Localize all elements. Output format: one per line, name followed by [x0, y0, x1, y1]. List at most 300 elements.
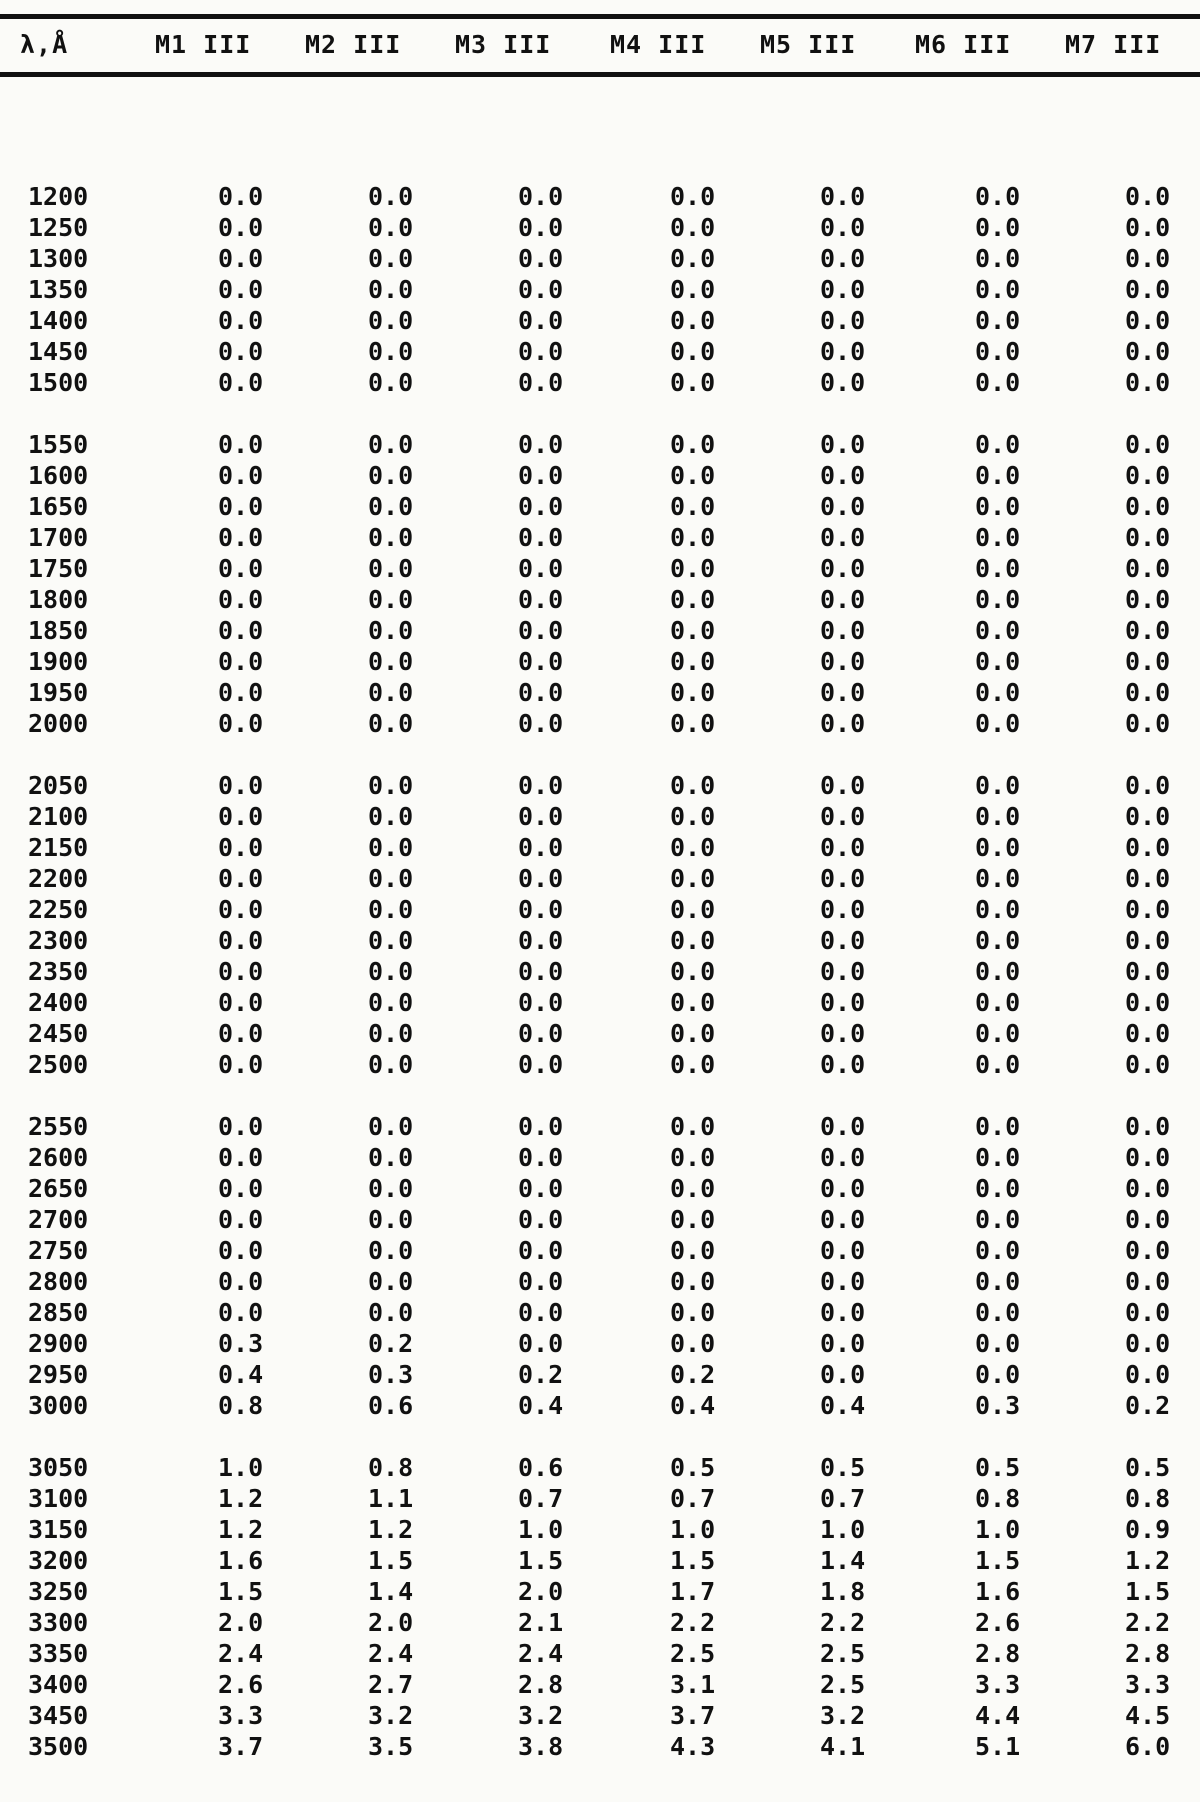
value-cell: 0.0: [975, 585, 1021, 614]
value-cell: 0.0: [670, 957, 716, 986]
value-cell: 0.6: [368, 1391, 414, 1420]
value-cell: 0.0: [1125, 678, 1171, 707]
value-cell: 0.0: [670, 213, 716, 242]
value-cell: 1.2: [1125, 1546, 1171, 1575]
value-cell: 0.7: [518, 1484, 564, 1513]
value-cell: 0.8: [218, 1391, 264, 1420]
value-cell: 0.0: [518, 1298, 564, 1327]
value-cell: 0.0: [975, 554, 1021, 583]
table-row-group: [0, 182, 1200, 399]
value-cell: 0.2: [1125, 1391, 1171, 1420]
value-cell: 0.0: [820, 554, 866, 583]
value-cell: 0.0: [1125, 1112, 1171, 1141]
table-row: [0, 616, 1200, 647]
value-cell: 0.0: [820, 337, 866, 366]
value-cell: 0.0: [1125, 1174, 1171, 1203]
value-cell: 2.1: [518, 1608, 564, 1637]
value-cell: 0.0: [670, 275, 716, 304]
wavelength-cell: 2800: [28, 1267, 89, 1296]
value-cell: 0.0: [368, 1267, 414, 1296]
wavelength-cell: 1300: [28, 244, 89, 273]
value-cell: 0.0: [820, 492, 866, 521]
table-row: [0, 337, 1200, 368]
value-cell: 0.0: [670, 1019, 716, 1048]
value-cell: 0.0: [1125, 213, 1171, 242]
wavelength-cell: 3100: [28, 1484, 89, 1513]
value-cell: 2.8: [1125, 1639, 1171, 1668]
value-cell: 0.0: [218, 895, 264, 924]
value-cell: 0.0: [368, 554, 414, 583]
table-row: [0, 802, 1200, 833]
header-m6: M6 III: [915, 30, 1012, 59]
value-cell: 0.0: [670, 554, 716, 583]
value-cell: 0.0: [218, 833, 264, 862]
value-cell: 0.0: [368, 647, 414, 676]
value-cell: 0.0: [518, 554, 564, 583]
wavelength-cell: 2500: [28, 1050, 89, 1079]
value-cell: 3.2: [518, 1701, 564, 1730]
value-cell: 0.0: [975, 926, 1021, 955]
value-cell: 0.0: [670, 1174, 716, 1203]
value-cell: 2.6: [218, 1670, 264, 1699]
value-cell: 0.0: [820, 1019, 866, 1048]
table-row: [0, 1546, 1200, 1577]
wavelength-cell: 1650: [28, 492, 89, 521]
value-cell: 0.0: [218, 1205, 264, 1234]
value-cell: 0.4: [518, 1391, 564, 1420]
table-row: [0, 1236, 1200, 1267]
value-cell: 0.0: [218, 864, 264, 893]
value-cell: 0.0: [1125, 585, 1171, 614]
value-cell: 0.0: [1125, 1298, 1171, 1327]
wavelength-cell: 3000: [28, 1391, 89, 1420]
value-cell: 1.6: [218, 1546, 264, 1575]
value-cell: 0.0: [1125, 182, 1171, 211]
value-cell: 0.0: [975, 895, 1021, 924]
value-cell: 0.0: [975, 182, 1021, 211]
value-cell: 0.0: [218, 957, 264, 986]
wavelength-cell: 3400: [28, 1670, 89, 1699]
value-cell: 0.0: [1125, 988, 1171, 1017]
table-row: [0, 1670, 1200, 1701]
value-cell: 0.0: [1125, 1329, 1171, 1358]
value-cell: 3.2: [820, 1701, 866, 1730]
value-cell: 0.0: [670, 647, 716, 676]
wavelength-cell: 1900: [28, 647, 89, 676]
value-cell: 0.0: [975, 647, 1021, 676]
value-cell: 0.0: [670, 1205, 716, 1234]
value-cell: 0.0: [368, 1298, 414, 1327]
table-row: [0, 771, 1200, 802]
value-cell: 3.8: [518, 1732, 564, 1761]
value-cell: 3.2: [368, 1701, 414, 1730]
value-cell: 0.0: [518, 647, 564, 676]
value-cell: 1.2: [218, 1515, 264, 1544]
value-cell: 0.0: [1125, 926, 1171, 955]
value-cell: 0.0: [368, 616, 414, 645]
value-cell: 0.0: [518, 1050, 564, 1079]
value-cell: 0.0: [820, 1329, 866, 1358]
value-cell: 0.0: [218, 1267, 264, 1296]
value-cell: 0.9: [1125, 1515, 1171, 1544]
value-cell: 0.2: [518, 1360, 564, 1389]
wavelength-cell: 1500: [28, 368, 89, 397]
value-cell: 0.0: [368, 957, 414, 986]
value-cell: 0.0: [518, 1019, 564, 1048]
wavelength-cell: 2250: [28, 895, 89, 924]
value-cell: 0.0: [1125, 709, 1171, 738]
table-body: [0, 182, 1200, 1794]
table-row: [0, 1453, 1200, 1484]
wavelength-cell: 2600: [28, 1143, 89, 1172]
table-row: [0, 957, 1200, 988]
value-cell: 0.0: [368, 1174, 414, 1203]
value-cell: 0.0: [820, 1298, 866, 1327]
wavelength-cell: 1250: [28, 213, 89, 242]
value-cell: 0.0: [975, 1329, 1021, 1358]
value-cell: 1.0: [670, 1515, 716, 1544]
value-cell: 0.0: [1125, 1267, 1171, 1296]
header-m1: M1 III: [155, 30, 252, 59]
wavelength-cell: 3250: [28, 1577, 89, 1606]
value-cell: 0.0: [518, 895, 564, 924]
value-cell: 0.0: [820, 1143, 866, 1172]
value-cell: 0.0: [518, 771, 564, 800]
value-cell: 0.0: [218, 461, 264, 490]
value-cell: 0.0: [670, 616, 716, 645]
value-cell: 0.0: [670, 244, 716, 273]
value-cell: 0.0: [218, 430, 264, 459]
table-row: [0, 678, 1200, 709]
value-cell: 0.0: [1125, 430, 1171, 459]
value-cell: 0.0: [518, 1174, 564, 1203]
table-row: [0, 554, 1200, 585]
table-row: [0, 523, 1200, 554]
value-cell: 0.0: [518, 244, 564, 273]
value-cell: 0.0: [820, 523, 866, 552]
value-cell: 2.2: [670, 1608, 716, 1637]
value-cell: 0.5: [975, 1453, 1021, 1482]
table-row: [0, 1577, 1200, 1608]
value-cell: 0.0: [218, 337, 264, 366]
wavelength-cell: 1850: [28, 616, 89, 645]
value-cell: 0.0: [368, 275, 414, 304]
wavelength-cell: 2400: [28, 988, 89, 1017]
value-cell: 0.0: [820, 1205, 866, 1234]
value-cell: 0.0: [218, 585, 264, 614]
wavelength-cell: 2750: [28, 1236, 89, 1265]
value-cell: 0.0: [975, 306, 1021, 335]
table-row: [0, 926, 1200, 957]
value-cell: 0.6: [518, 1453, 564, 1482]
value-cell: 0.0: [1125, 833, 1171, 862]
value-cell: 1.8: [820, 1577, 866, 1606]
value-cell: 0.0: [670, 1050, 716, 1079]
table-row: [0, 1298, 1200, 1329]
value-cell: 0.0: [218, 647, 264, 676]
value-cell: 0.0: [518, 1143, 564, 1172]
value-cell: 0.0: [1125, 554, 1171, 583]
value-cell: 2.5: [820, 1670, 866, 1699]
wavelength-cell: 1800: [28, 585, 89, 614]
value-cell: 0.0: [218, 306, 264, 335]
value-cell: 1.5: [218, 1577, 264, 1606]
value-cell: 0.4: [218, 1360, 264, 1389]
value-cell: 0.0: [670, 368, 716, 397]
value-cell: 0.4: [670, 1391, 716, 1420]
value-cell: 4.5: [1125, 1701, 1171, 1730]
value-cell: 0.0: [670, 461, 716, 490]
value-cell: 0.0: [518, 1205, 564, 1234]
value-cell: 0.0: [1125, 864, 1171, 893]
value-cell: 0.0: [975, 1050, 1021, 1079]
value-cell: 0.0: [1125, 1143, 1171, 1172]
value-cell: 0.7: [670, 1484, 716, 1513]
table-row: [0, 895, 1200, 926]
value-cell: 0.0: [368, 1112, 414, 1141]
value-cell: 1.2: [218, 1484, 264, 1513]
value-cell: 0.0: [975, 709, 1021, 738]
value-cell: 0.0: [975, 988, 1021, 1017]
value-cell: 3.7: [670, 1701, 716, 1730]
value-cell: 0.0: [218, 1050, 264, 1079]
wavelength-cell: 2150: [28, 833, 89, 862]
value-cell: 0.0: [820, 182, 866, 211]
value-cell: 2.2: [1125, 1608, 1171, 1637]
value-cell: 0.0: [670, 585, 716, 614]
value-cell: 0.0: [820, 616, 866, 645]
wavelength-cell: 2850: [28, 1298, 89, 1327]
table-row: [0, 1329, 1200, 1360]
value-cell: 0.0: [670, 709, 716, 738]
table-row: [0, 585, 1200, 616]
value-cell: 0.3: [975, 1391, 1021, 1420]
value-cell: 0.0: [820, 430, 866, 459]
value-cell: 0.0: [820, 244, 866, 273]
wavelength-cell: 2550: [28, 1112, 89, 1141]
table-row-group: [0, 771, 1200, 1081]
wavelength-cell: 1700: [28, 523, 89, 552]
value-cell: 0.0: [1125, 337, 1171, 366]
value-cell: 0.0: [218, 1112, 264, 1141]
value-cell: 0.0: [518, 957, 564, 986]
value-cell: 0.0: [820, 771, 866, 800]
table-row: [0, 1639, 1200, 1670]
value-cell: 0.0: [820, 1050, 866, 1079]
value-cell: 0.8: [975, 1484, 1021, 1513]
table-row: [0, 1484, 1200, 1515]
value-cell: 0.0: [368, 461, 414, 490]
table-row: [0, 275, 1200, 306]
header-m5: M5 III: [760, 30, 857, 59]
value-cell: 0.0: [518, 1329, 564, 1358]
table-row: [0, 1701, 1200, 1732]
value-cell: 0.0: [975, 1360, 1021, 1389]
value-cell: 0.0: [820, 461, 866, 490]
value-cell: 1.0: [518, 1515, 564, 1544]
value-cell: 0.0: [368, 368, 414, 397]
value-cell: 1.0: [820, 1515, 866, 1544]
value-cell: 0.0: [368, 709, 414, 738]
table-row: [0, 182, 1200, 213]
value-cell: 0.0: [975, 213, 1021, 242]
value-cell: 0.0: [518, 988, 564, 1017]
value-cell: 0.0: [1125, 306, 1171, 335]
value-cell: 0.5: [670, 1453, 716, 1482]
value-cell: 1.5: [518, 1546, 564, 1575]
table-row: [0, 492, 1200, 523]
value-cell: 2.8: [975, 1639, 1021, 1668]
value-cell: 0.0: [820, 1236, 866, 1265]
wavelength-cell: 3300: [28, 1608, 89, 1637]
value-cell: 0.0: [670, 523, 716, 552]
value-cell: 0.0: [368, 213, 414, 242]
value-cell: 0.0: [670, 802, 716, 831]
value-cell: 0.0: [820, 368, 866, 397]
wavelength-cell: 2050: [28, 771, 89, 800]
value-cell: 0.0: [518, 585, 564, 614]
value-cell: 0.0: [1125, 802, 1171, 831]
wavelength-cell: 2950: [28, 1360, 89, 1389]
value-cell: 2.4: [368, 1639, 414, 1668]
wavelength-cell: 1550: [28, 430, 89, 459]
value-cell: 4.1: [820, 1732, 866, 1761]
value-cell: 5.1: [975, 1732, 1021, 1761]
value-cell: 0.0: [368, 678, 414, 707]
value-cell: 2.4: [218, 1639, 264, 1668]
table-row-group: [0, 430, 1200, 740]
value-cell: 0.0: [518, 1236, 564, 1265]
table-row: [0, 1360, 1200, 1391]
value-cell: 0.0: [670, 1112, 716, 1141]
table-row: [0, 1143, 1200, 1174]
value-cell: 3.7: [218, 1732, 264, 1761]
value-cell: 0.0: [218, 1019, 264, 1048]
value-cell: 0.0: [975, 337, 1021, 366]
value-cell: 0.0: [218, 213, 264, 242]
value-cell: 0.0: [820, 213, 866, 242]
value-cell: 0.0: [518, 213, 564, 242]
value-cell: 0.0: [820, 895, 866, 924]
value-cell: 0.0: [518, 430, 564, 459]
value-cell: 0.0: [368, 523, 414, 552]
value-cell: 6.0: [1125, 1732, 1171, 1761]
value-cell: 0.0: [368, 585, 414, 614]
value-cell: 0.0: [368, 864, 414, 893]
value-cell: 4.4: [975, 1701, 1021, 1730]
wavelength-cell: 3200: [28, 1546, 89, 1575]
value-cell: 0.0: [1125, 1205, 1171, 1234]
value-cell: 0.0: [1125, 492, 1171, 521]
value-cell: 0.0: [1125, 647, 1171, 676]
value-cell: 0.0: [368, 771, 414, 800]
value-cell: 1.0: [218, 1453, 264, 1482]
value-cell: 0.0: [975, 957, 1021, 986]
value-cell: 0.0: [1125, 275, 1171, 304]
wavelength-cell: 1450: [28, 337, 89, 366]
value-cell: 1.0: [975, 1515, 1021, 1544]
value-cell: 0.0: [975, 461, 1021, 490]
value-cell: 0.0: [518, 802, 564, 831]
value-cell: 0.0: [518, 864, 564, 893]
value-cell: 0.0: [368, 802, 414, 831]
value-cell: 0.0: [218, 1236, 264, 1265]
value-cell: 0.8: [1125, 1484, 1171, 1513]
value-cell: 3.1: [670, 1670, 716, 1699]
value-cell: 0.0: [820, 1360, 866, 1389]
value-cell: 0.0: [975, 678, 1021, 707]
value-cell: 3.3: [975, 1670, 1021, 1699]
value-cell: 0.0: [218, 523, 264, 552]
wavelength-cell: 1600: [28, 461, 89, 490]
table-row: [0, 306, 1200, 337]
value-cell: 0.0: [368, 926, 414, 955]
table-row: [0, 213, 1200, 244]
value-cell: 0.0: [820, 709, 866, 738]
value-cell: 0.0: [975, 802, 1021, 831]
value-cell: 0.0: [518, 1267, 564, 1296]
value-cell: 1.6: [975, 1577, 1021, 1606]
table-row-group: [0, 1112, 1200, 1422]
wavelength-cell: 2650: [28, 1174, 89, 1203]
value-cell: 0.0: [670, 306, 716, 335]
value-cell: 0.0: [975, 1112, 1021, 1141]
value-cell: 2.0: [368, 1608, 414, 1637]
value-cell: 0.0: [518, 616, 564, 645]
value-cell: 2.5: [820, 1639, 866, 1668]
value-cell: 0.0: [218, 554, 264, 583]
value-cell: 0.0: [218, 275, 264, 304]
value-cell: 0.0: [518, 306, 564, 335]
table-row: [0, 1174, 1200, 1205]
value-cell: 2.2: [820, 1608, 866, 1637]
value-cell: 0.0: [820, 926, 866, 955]
value-cell: 0.0: [975, 616, 1021, 645]
value-cell: 0.0: [518, 182, 564, 211]
table-row: [0, 647, 1200, 678]
value-cell: 0.0: [218, 926, 264, 955]
value-cell: 0.0: [670, 430, 716, 459]
value-cell: 0.0: [670, 895, 716, 924]
value-cell: 0.0: [368, 244, 414, 273]
value-cell: 0.0: [670, 1329, 716, 1358]
value-cell: 0.0: [975, 1019, 1021, 1048]
value-cell: 0.0: [820, 585, 866, 614]
value-cell: 0.0: [218, 616, 264, 645]
value-cell: 0.0: [368, 1236, 414, 1265]
value-cell: 0.0: [975, 1236, 1021, 1265]
value-cell: 0.0: [670, 678, 716, 707]
value-cell: 0.0: [975, 430, 1021, 459]
value-cell: 0.4: [820, 1391, 866, 1420]
value-cell: 0.0: [368, 182, 414, 211]
wavelength-cell: 1350: [28, 275, 89, 304]
value-cell: 0.2: [670, 1360, 716, 1389]
wavelength-cell: 3450: [28, 1701, 89, 1730]
value-cell: 0.0: [670, 833, 716, 862]
value-cell: 0.5: [820, 1453, 866, 1482]
value-cell: 1.4: [368, 1577, 414, 1606]
value-cell: 2.0: [218, 1608, 264, 1637]
wavelength-cell: 3350: [28, 1639, 89, 1668]
value-cell: 0.0: [820, 802, 866, 831]
table-row: [0, 1515, 1200, 1546]
value-cell: 0.0: [670, 337, 716, 366]
value-cell: 0.0: [368, 430, 414, 459]
table-row: [0, 833, 1200, 864]
value-cell: 0.0: [820, 864, 866, 893]
wavelength-cell: 1200: [28, 182, 89, 211]
